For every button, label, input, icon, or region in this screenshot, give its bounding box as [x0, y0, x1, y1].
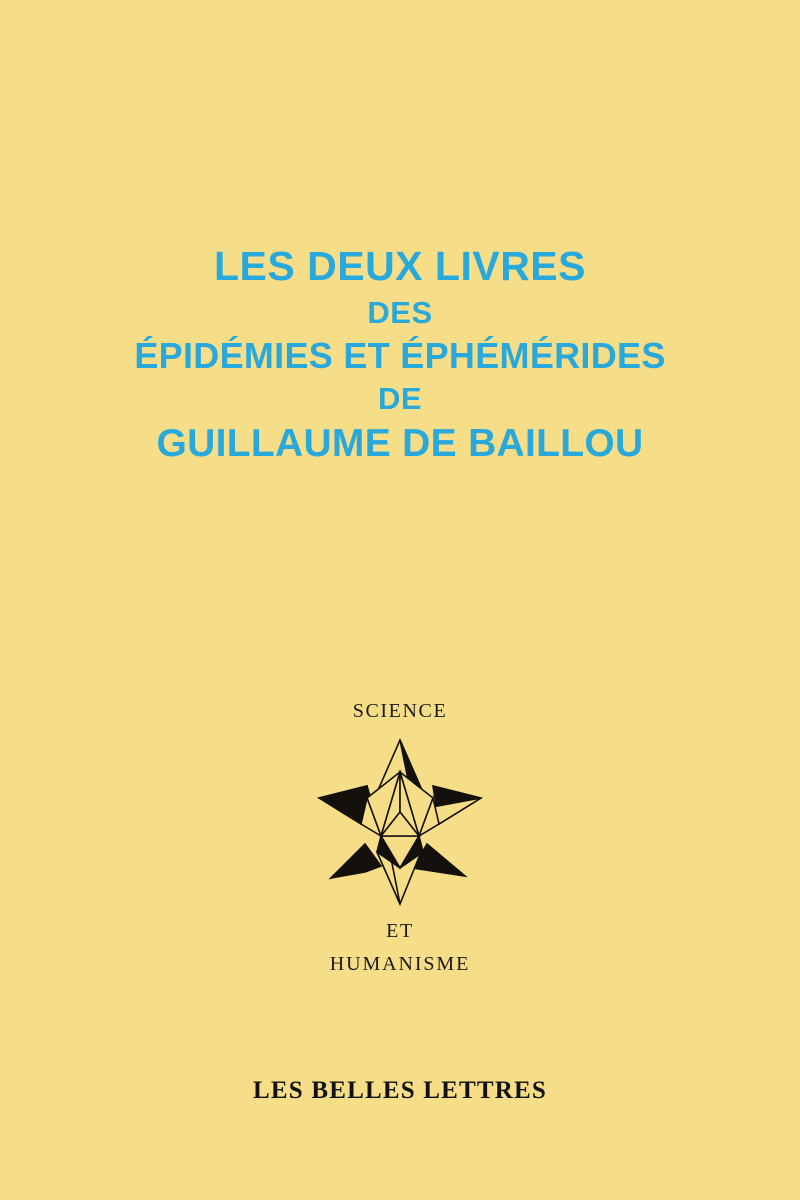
title-block — [0, 245, 800, 465]
title-line-des: DES — [367, 295, 433, 331]
series-label-science: SCIENCE — [352, 700, 448, 722]
series-label-humanisme: HUMANISME — [329, 953, 471, 975]
series-label-et: ET — [386, 920, 414, 942]
title-line-main: LES DEUX LIVRES — [213, 243, 586, 289]
title-line-author: GUILLAUME DE BAILLOU — [156, 422, 644, 466]
publisher-name: LES BELLES LETTRES — [253, 1077, 547, 1104]
series-emblem-block — [0, 700, 800, 976]
title-line-de: DE — [377, 381, 423, 417]
title-line-subject: ÉPIDÉMIES ET ÉPHÉMÉRIDES — [134, 335, 666, 377]
stellated-polyhedron-icon — [0, 733, 800, 908]
